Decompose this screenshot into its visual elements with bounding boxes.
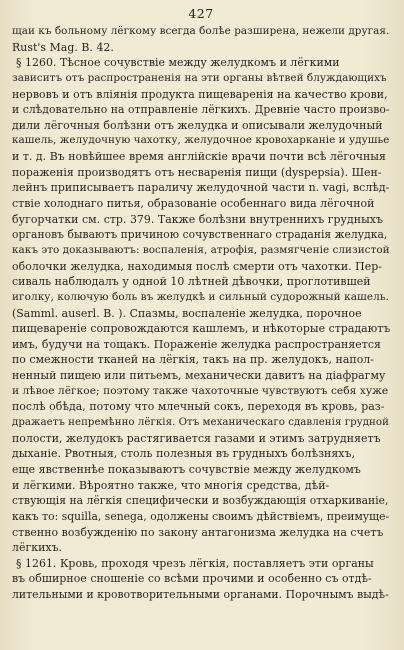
text-line: ственно возбужденію по закону антагонизма желудка на счетъ: [12, 525, 384, 539]
text-line: Rust's Mag. B. 42.: [12, 40, 114, 54]
text-line: и лёгкими. Вѣроятно также, что многія средства, дѣй-: [12, 478, 330, 492]
text-line: имъ, будучи на тощакъ. Пораженіе желудка распространяется: [12, 337, 381, 351]
text-line: и лѣвое лёгкое; поэтому также чахоточные чувствуютъ себя хуже: [12, 384, 389, 397]
text-line: ненный пищею или питьемъ, механически давитъ на діафрагму: [12, 369, 386, 383]
text-line: зависитъ отъ распространенія на эти органы вѣтвей блуждающихъ: [12, 71, 387, 84]
text-line: иголку, колючую боль въ желудкѣ и сильный судорожный кашель.: [12, 290, 389, 303]
text-line: и слѣдовательно на отправленіе лёгкихъ. Древніе часто произво-: [12, 103, 390, 117]
text-line: еще явственнѣе показываютъ сочувствіе между желудкомъ: [12, 462, 361, 476]
paragraph-1260-start: § 1260. Тѣсное сочувствіе между желудкомъ и лёгкими: [16, 56, 340, 70]
text-line: какъ то: squilla, senega, одолжены своимъ дѣйствіемъ, преимуще-: [12, 509, 390, 523]
body-text: [12, 24, 390, 603]
text-line: бугорчатки см. стр. 379. Также болѣзни внутреннихъ грудныхъ: [12, 212, 383, 226]
text-line: въ обширное сношеніе со всѣми прочими и особенно съ отдѣ-: [12, 572, 372, 586]
paragraph-1261-start: § 1261. Кровь, проходя чрезъ лёгкія, поставляетъ эти органы: [16, 556, 374, 570]
page-number: 427: [188, 6, 214, 21]
text-line: дражаетъ непремѣнно лёгкія. Отъ механическаго сдавленія грудной: [12, 417, 389, 429]
text-line: по смежности тканей на лёгкія, такъ на пр. желудокъ, напол-: [12, 353, 374, 367]
text-line: щаи къ больному лёгкому всегда болѣе разширена, нежели другая.: [12, 25, 390, 37]
text-line: ствующія на лёгкія специфически и возбуждающія отхаркиваніе,: [12, 494, 389, 508]
text-line: оболочки желудка, находимыя послѣ смерти отъ чахотки. Пер-: [12, 259, 382, 273]
text-line: дили лёгочныя болѣзни отъ желудка и описывали желудочный: [12, 118, 383, 132]
text-line: (Samml. auserl. B. ). Спазмы, воспаленіе желудка, порочное: [12, 306, 362, 320]
text-line: и т. д. Въ новѣйшее время англійскіе врачи почти всѣ лёгочныя: [12, 150, 386, 164]
text-line: нервовъ и отъ вліянія продукта пищеваренія на качество крови,: [12, 87, 388, 101]
text-line: полости, желудокъ растягивается газами и этимъ затрудняетъ: [12, 431, 381, 445]
text-line: кашель, желудочную чахотку, желудочное кровохарканіе и удушье: [12, 134, 390, 147]
text-line: сиваль наблюдалъ у одной 10 лѣтней дѣвочки, проглотившей: [12, 275, 371, 289]
text-line: лейнъ приписываетъ параличу желудочной части n. vagi, вслѣд-: [12, 181, 390, 195]
text-line: послѣ обѣда, потому что млечный сокъ, переходя въ кровь, раз-: [12, 400, 385, 414]
text-line: дыханіе. Рвотныя, столь полезныя въ грудныхъ болѣзняхъ,: [12, 447, 355, 461]
text-line: ствіе холоднаго питья, образованіе особеннаго вида лёгочной: [12, 197, 375, 211]
text-line: пищевареніе сопровождаются кашлемъ, и нѣкоторые страдаютъ: [12, 322, 390, 336]
text-line: лительными и кровотворительными органами. Порочнымъ выдѣ-: [12, 588, 389, 602]
text-line: пораженія производятъ отъ несваренія пищи (dyspepsia). Шен-: [12, 165, 382, 179]
text-line: какъ это доказываютъ: воспаленія, атрофія, размягченіе слизистой: [12, 243, 390, 256]
text-line: органовъ бываютъ причиною сочувственнаго страданія желудка,: [12, 228, 388, 242]
text-line: лёгкихъ.: [12, 541, 63, 555]
